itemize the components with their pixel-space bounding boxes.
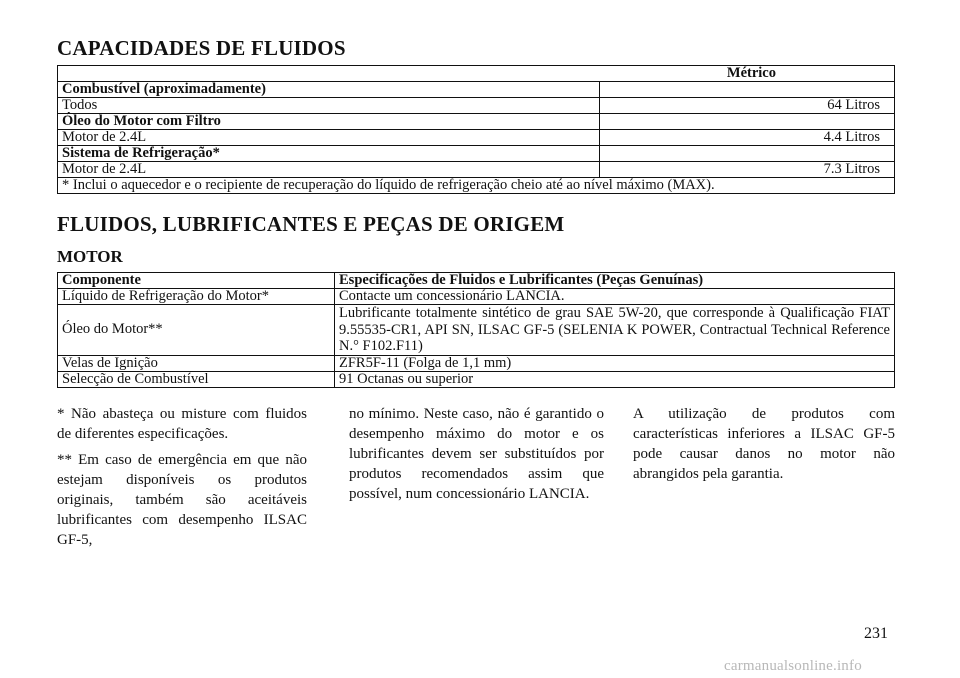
table-row bbox=[58, 162, 895, 178]
capacidades-title: CAPACIDADES DE FLUIDOS bbox=[57, 36, 346, 60]
especificacao-cell: ZFR5F-11 (Folga de 1,1 mm) bbox=[335, 355, 895, 371]
table-row bbox=[58, 305, 895, 356]
row-value: 4.4 Litros bbox=[600, 130, 895, 146]
table-row bbox=[58, 146, 895, 162]
row-label: Combustível (aproximadamente) bbox=[58, 82, 600, 98]
componente-cell: Velas de Ignição bbox=[58, 355, 335, 371]
watermark: carmanualsonline.info bbox=[724, 658, 862, 674]
capacidades-footnote: * Inclui o aquecedor e o recipiente de recuperação do líquido de refrigeração cheio até ao nível máximo (MAX). bbox=[58, 178, 895, 194]
metric-header: Métrico bbox=[58, 66, 895, 82]
table-row bbox=[58, 82, 895, 98]
motor-header-row bbox=[58, 273, 895, 289]
table-row bbox=[58, 355, 895, 371]
motor-subtitle: MOTOR bbox=[57, 247, 123, 266]
notes-column-2 bbox=[349, 404, 604, 510]
especificacao-cell: Lubrificante totalmente sintético de grau SAE 5W-20, que corresponde à Qualificação FIAT 9.55535-CR1, API SN, ILSAC GF-5 (SELENIA K POWER, Contractual Technical Reference N.° F102.F11) bbox=[335, 305, 895, 356]
row-value: 7.3 Litros bbox=[600, 162, 895, 178]
footnote-row bbox=[58, 178, 895, 194]
componente-header: Componente bbox=[58, 273, 335, 289]
componente-cell: Selecção de Combustível bbox=[58, 371, 335, 387]
componente-cell: Óleo do Motor** bbox=[58, 305, 335, 356]
note-paragraph: A utilização de produtos com características inferiores a ILSAC GF-5 pode causar danos no motor não abrangidos pela garantia. bbox=[633, 406, 895, 482]
row-label: Sistema de Refrigeração* bbox=[58, 146, 600, 162]
capacidades-header-row bbox=[58, 66, 895, 82]
row-value bbox=[600, 114, 895, 130]
row-label: Óleo do Motor com Filtro bbox=[58, 114, 600, 130]
row-label: Motor de 2.4L bbox=[58, 162, 600, 178]
especificacao-cell: Contacte um concessionário LANCIA. bbox=[335, 289, 895, 305]
capacidades-table bbox=[57, 65, 895, 194]
especificacoes-header: Especificações de Fluidos e Lubrificantes (Peças Genuínas) bbox=[335, 273, 895, 289]
notes-column-3 bbox=[633, 404, 895, 490]
fluidos-title: FLUIDOS, LUBRIFICANTES E PEÇAS DE ORIGEM bbox=[57, 212, 565, 236]
note-paragraph: no mínimo. Neste caso, não é garantido o desempenho máximo do motor e os lubrificantes devem ser substituídos por produtos recomendados assim que possível, num concessionário LANCIA. bbox=[349, 406, 604, 502]
table-row bbox=[58, 371, 895, 387]
especificacao-cell: 91 Octanas ou superior bbox=[335, 371, 895, 387]
row-value bbox=[600, 146, 895, 162]
row-value bbox=[600, 82, 895, 98]
note-paragraph: ** Em caso de emergência em que não estejam disponíveis os produtos originais, também são aceitáveis lubrificantes com desempenho ILSAC GF-5, bbox=[57, 452, 307, 548]
note-paragraph: * Não abasteça ou misture com fluidos de diferentes especificações. bbox=[57, 406, 307, 442]
row-value: 64 Litros bbox=[600, 98, 895, 114]
table-row bbox=[58, 289, 895, 305]
motor-table bbox=[57, 272, 895, 388]
table-row bbox=[58, 114, 895, 130]
notes-column-1 bbox=[57, 404, 307, 556]
row-label: Todos bbox=[58, 98, 600, 114]
page-number: 231 bbox=[864, 625, 888, 642]
table-row bbox=[58, 98, 895, 114]
componente-cell: Líquido de Refrigeração do Motor* bbox=[58, 289, 335, 305]
row-label: Motor de 2.4L bbox=[58, 130, 600, 146]
table-row bbox=[58, 130, 895, 146]
